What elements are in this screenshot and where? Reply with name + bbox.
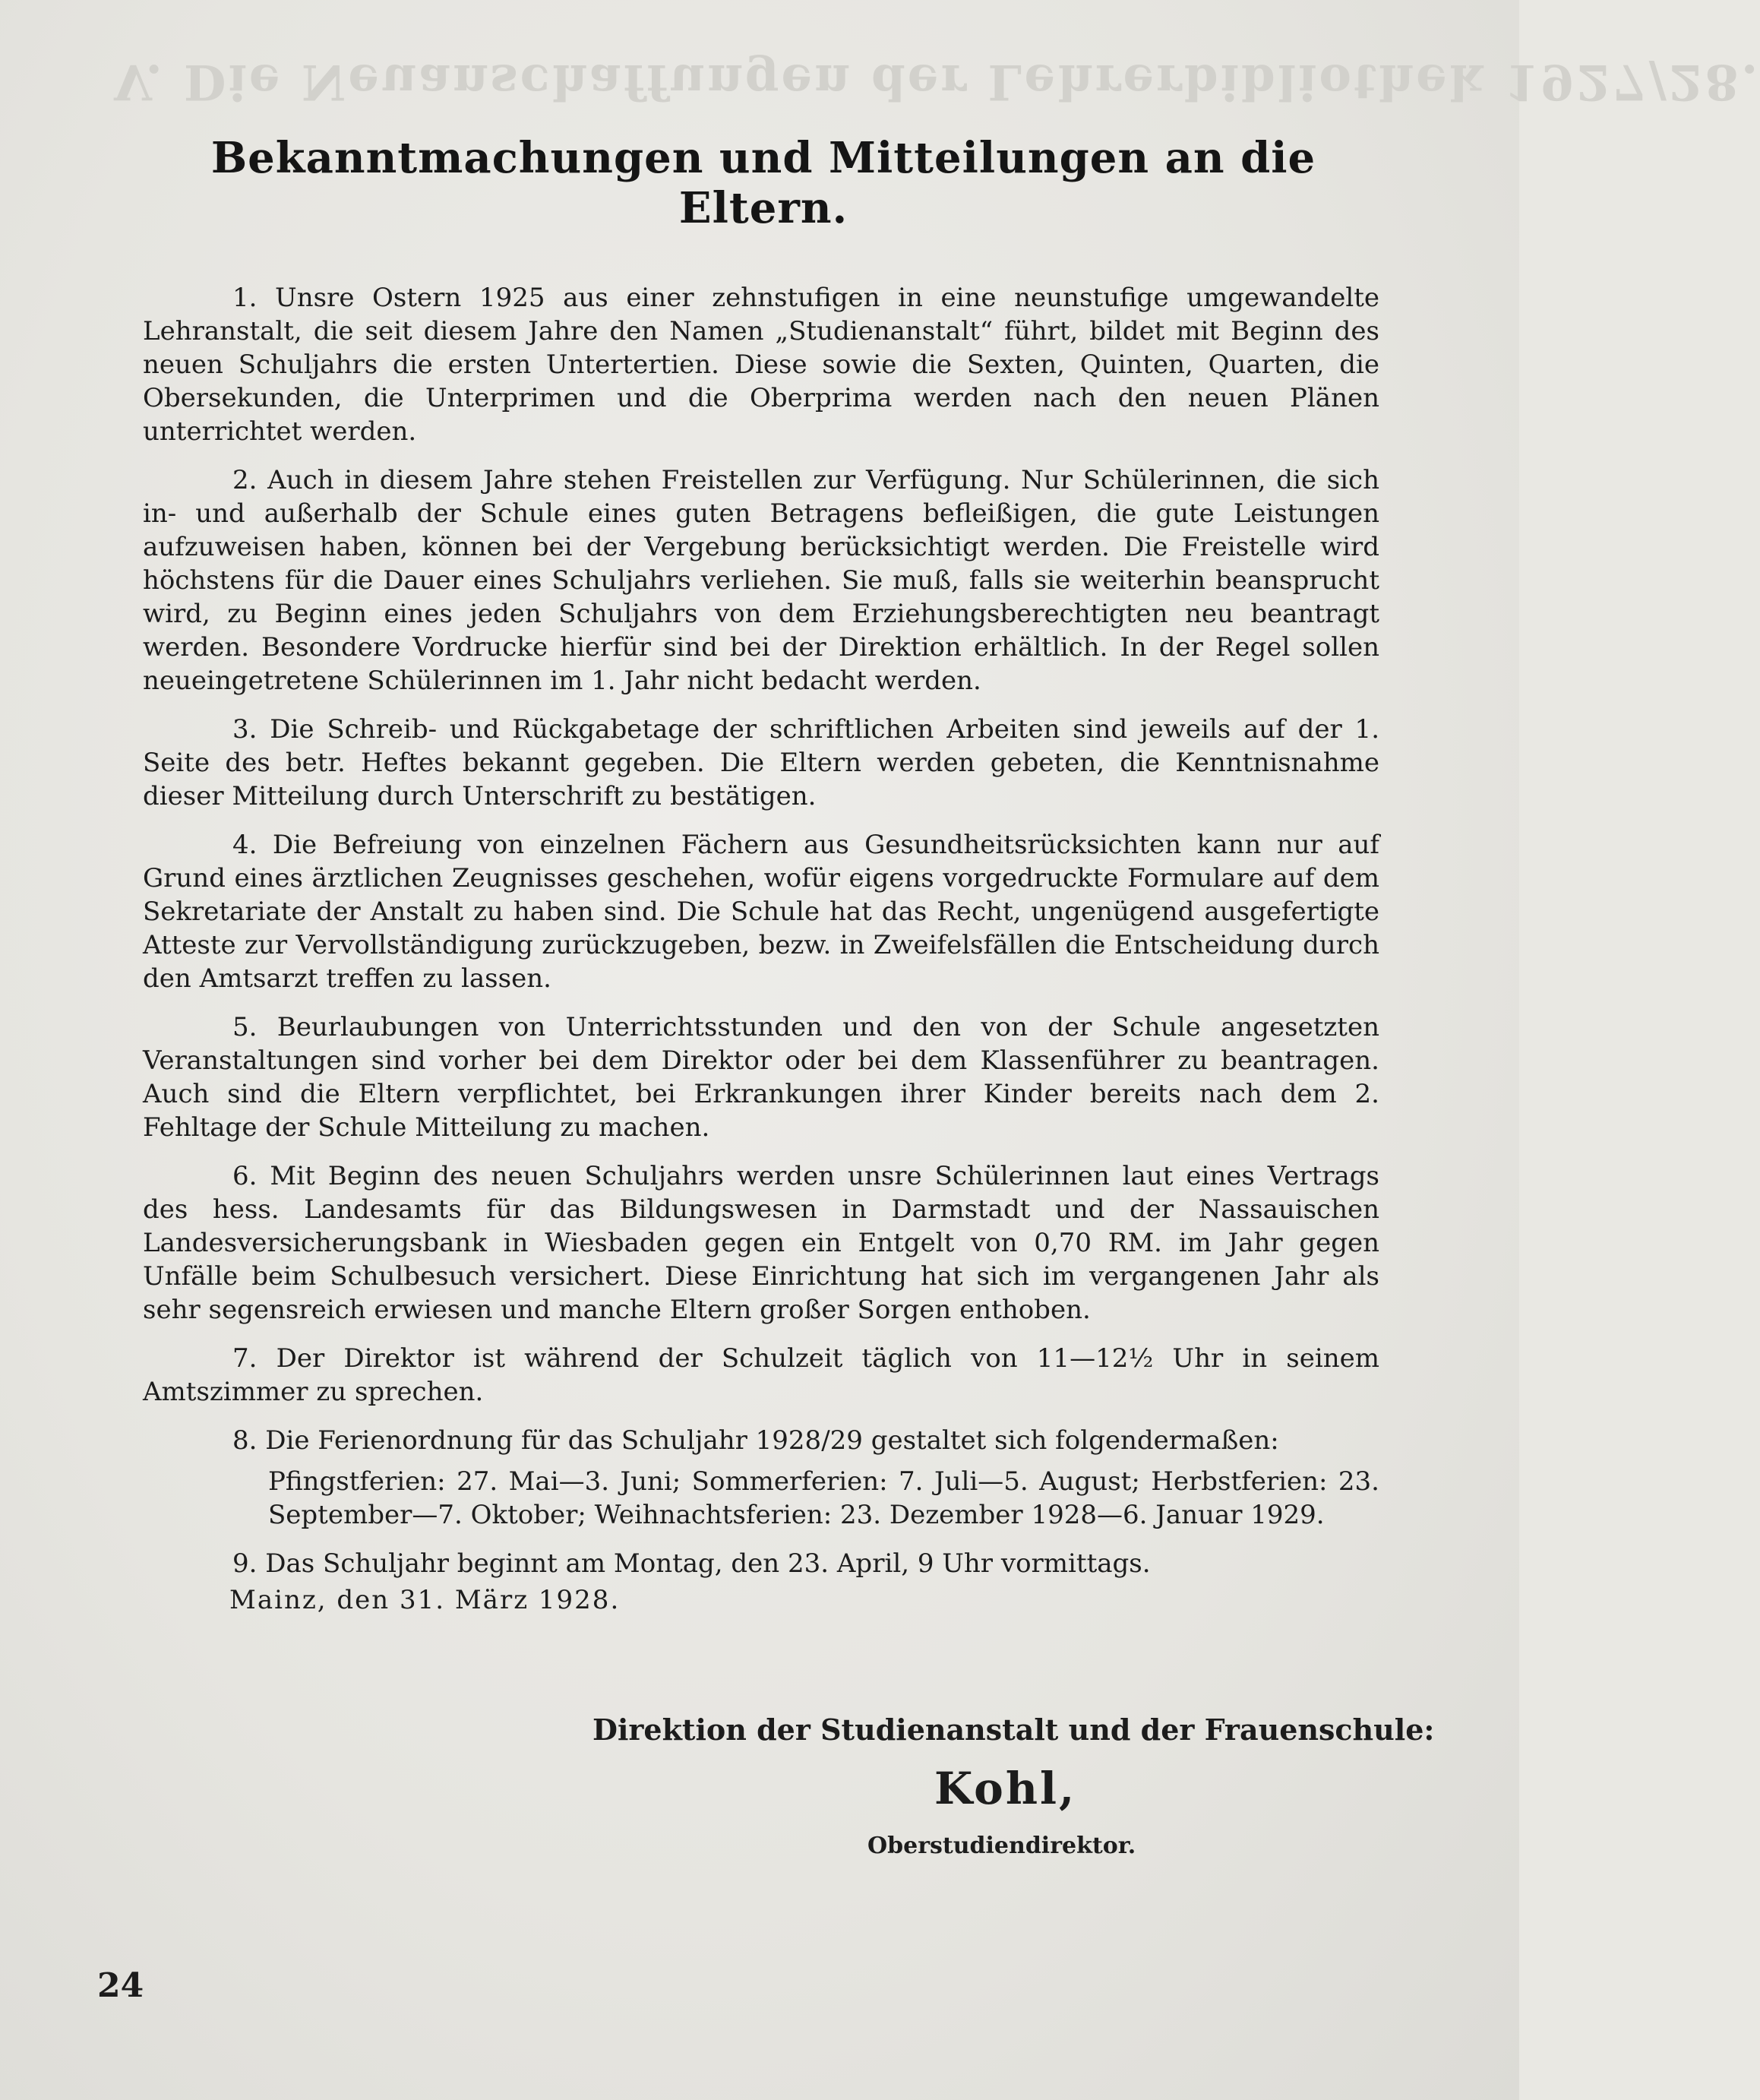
paragraph-8: 8. Die Ferienordnung für das Schuljahr 1928/29 gestaltet sich folgendermaßen:	[232, 1425, 1279, 1456]
issuer: Direktion der Studienanstalt und der Frauenschule:	[592, 1713, 1435, 1747]
place-date: Mainz, den 31. März 1928.	[229, 1585, 621, 1615]
holiday-schedule: Pfingstferien: 27. Mai—3. Juni; Sommerferien: 7. Juli—5. August; Herbstferien: 23. September—7. Oktober; Weihnachtsferien: 23. Dezember 1928—6. Januar 1929.	[268, 1466, 1379, 1530]
page-number: 24	[97, 1966, 144, 2005]
paragraph-3: 3. Die Schreib- und Rückgabetage der schriftlichen Arbeiten sind jeweils auf der 1. Seite des betr. Heftes bekannt gegeben. Die Eltern werden gebeten, die Kenntnisnahme dieser Mitteilung durch Unterschrift zu bestätigen.	[143, 714, 1379, 811]
paragraph-6: 6. Mit Beginn des neuen Schuljahrs werden unsre Schülerinnen laut eines Vertrags des hess. Landesamts für das Bildungswesen in Darmstadt und der Nassauischen Landesversicherungsbank in Wiesbaden gegen ein Entgelt von 0,70 RM. im Jahr gegen Unfälle beim Schulbesuch versichert. Diese Einrichtung hat sich im vergangenen Jahr als sehr segensreich erwiesen und manche Eltern großer Sorgen enthoben.	[143, 1161, 1379, 1325]
paragraph-9: 9. Das Schuljahr beginnt am Montag, den 23. April, 9 Uhr vormittags.	[232, 1548, 1151, 1579]
paragraph-5: 5. Beurlaubungen von Unterrichtsstunden und den von der Schule angesetzten Veranstaltungen sind vorher bei dem Direktor oder bei dem Klassenführer zu beantragen. Auch sind die Eltern verpflichtet, bei Erkrankungen ihrer Kinder bereits nach dem 2. Fehltage der Schule Mitteilung zu machen.	[143, 1012, 1379, 1143]
bleed-through-text: V. Die Neuanschaffungen der Lehrerbibliothek 1927/28.	[114, 53, 1760, 110]
paragraph-7: 7. Der Direktor ist während der Schulzeit täglich von 11—12½ Uhr in seinem Amtszimmer zu sprechen.	[143, 1343, 1379, 1407]
paragraph-4: 4. Die Befreiung von einzelnen Fächern aus Gesundheitsrücksichten kann nur auf Grund eines ärztlichen Zeugnisses geschehen, wofür eigens vorgedruckte Formulare auf dem Sekretariate der Anstalt zu haben sind. Die Schule hat das Recht, ungenügend ausgefertigte Atteste zur Vervollständigung zurückzugeben, bezw. in Zweifelsfällen die Entscheidung durch den Amtsarzt treffen zu lassen.	[143, 830, 1379, 994]
page-title: Bekanntmachungen und Mitteilungen an die Eltern.	[210, 133, 1316, 233]
notice-list	[143, 281, 1379, 1596]
paragraph-2: 2. Auch in diesem Jahre stehen Freistellen zur Verfügung. Nur Schülerinnen, die sich in- und außerhalb der Schule eines guten Betragens befleißigen, die gute Leistungen aufzuweisen haben, können bei der Vergebung berücksichtigt werden. Die Freistelle wird höchstens für die Dauer eines Schuljahrs verliehen. Sie muß, falls sie weiterhin beansprucht wird, zu Beginn eines jeden Schuljahrs von dem Erziehungsberechtigten neu beantragt werden. Besondere Vordrucke hierfür sind bei der Direktion erhältlich. In der Regel sollen neueingetretene Schülerinnen im 1. Jahr nicht bedacht werden.	[143, 465, 1379, 696]
signatory-name: Kohl,	[934, 1763, 1077, 1814]
paragraph-1: 1. Unsre Ostern 1925 aus einer zehnstufigen in eine neunstufige umgewandelte Lehranstalt, die seit diesem Jahre den Namen „Studienanstalt“ führt, bildet mit Beginn des neuen Schuljahrs die ersten Untertertien. Diese sowie die Sexten, Quinten, Quarten, die Obersekunden, die Unterprimen und die Oberprima werden nach den neuen Plänen unterrichtet werden.	[143, 283, 1379, 447]
signatory-title: Oberstudiendirektor.	[867, 1833, 1136, 1859]
